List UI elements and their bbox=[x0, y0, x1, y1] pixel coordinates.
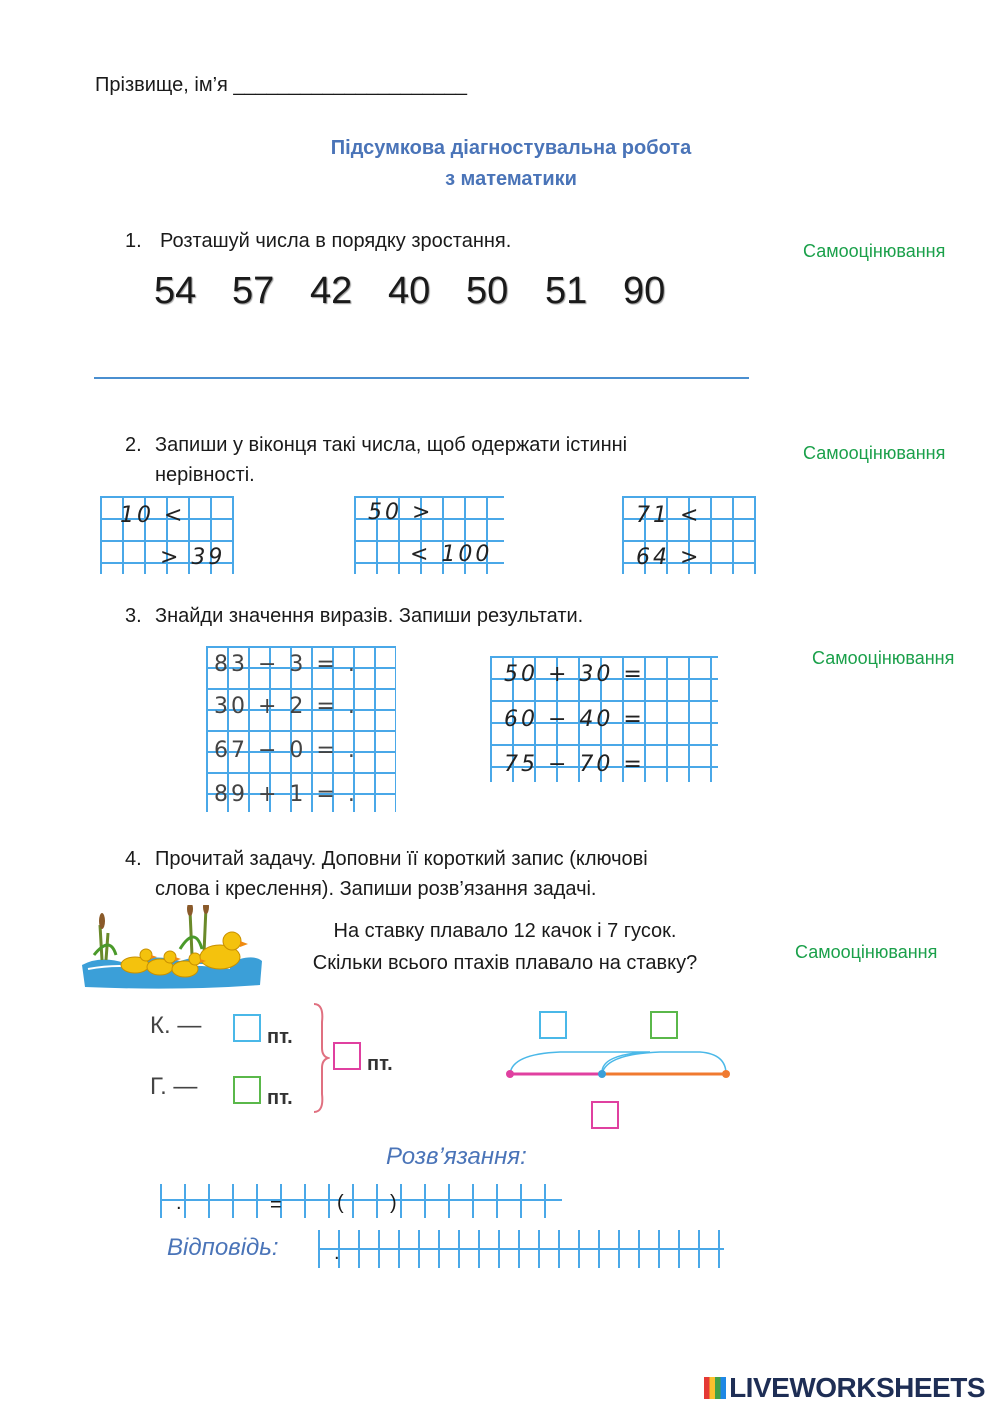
expressions-grid-left[interactable] bbox=[206, 646, 396, 812]
grid-text-bottom: > 39 bbox=[160, 545, 226, 570]
task-3-heading bbox=[125, 601, 725, 633]
diagram-box-ducks[interactable] bbox=[539, 1011, 567, 1039]
equals-sign: = bbox=[270, 1194, 282, 1216]
answer-label: Відповідь: bbox=[167, 1234, 279, 1261]
expression: 75 − 70 = bbox=[504, 752, 645, 777]
task-1-heading bbox=[125, 226, 725, 258]
problem-line-1: На ставку плавало 12 качок і 7 гусок. bbox=[333, 920, 677, 942]
grid-text-bottom: < 100 bbox=[410, 542, 493, 567]
curly-brace bbox=[310, 1002, 330, 1114]
number-item: 40 bbox=[388, 270, 431, 312]
task-text-line2: нерівності. bbox=[155, 464, 255, 486]
self-assessment-4: Самооцінювання bbox=[795, 942, 938, 962]
answer-grid[interactable] bbox=[318, 1230, 724, 1268]
liveworksheets-logo bbox=[704, 1372, 985, 1404]
answer-box-ducks[interactable] bbox=[233, 1014, 261, 1042]
self-assessment-2: Самооцінювання bbox=[803, 443, 946, 463]
task-text-line1: Прочитай задачу. Доповни її короткий запис (ключові bbox=[155, 848, 648, 870]
logo-text: LIVEWORKSHEETS bbox=[729, 1372, 985, 1403]
number-item: 50 bbox=[466, 270, 509, 312]
ducks-illustration bbox=[80, 905, 265, 990]
inequality-grid-2[interactable] bbox=[354, 496, 504, 574]
task-4-heading bbox=[125, 844, 765, 904]
expression: 67 − 0 = . bbox=[214, 738, 358, 763]
word-problem bbox=[270, 915, 740, 979]
self-assessment-1: Самооцінювання bbox=[803, 241, 946, 261]
task-1-numbers bbox=[0, 270, 760, 320]
diagram-box-geese[interactable] bbox=[650, 1011, 678, 1039]
task-2-heading bbox=[125, 430, 765, 490]
diagram-box-total[interactable] bbox=[591, 1101, 619, 1129]
task-text: Розташуй числа в порядку зростання. bbox=[160, 230, 512, 252]
segment-diagram bbox=[500, 1046, 740, 1096]
task-text-line1: Запиши у віконця такі числа, щоб одержати істинні bbox=[155, 434, 628, 456]
problem-line-2: Скільки всього птахів плавало на ставку? bbox=[312, 952, 698, 974]
expression: 30 + 2 = . bbox=[214, 694, 358, 719]
answer-box-geese[interactable] bbox=[233, 1076, 261, 1104]
logo-mark-icon bbox=[704, 1377, 726, 1399]
self-assessment-3: Самооцінювання bbox=[812, 648, 955, 668]
grid-text-top: 71 < bbox=[636, 503, 702, 528]
open-paren: ( bbox=[337, 1192, 344, 1214]
solution-grid[interactable] bbox=[160, 1184, 562, 1218]
task-number: 1. bbox=[125, 230, 142, 252]
number-item: 57 bbox=[232, 270, 275, 312]
number-item: 51 bbox=[545, 270, 588, 312]
grid-text-bottom: 64 > bbox=[636, 545, 702, 570]
task-number: 2. bbox=[125, 434, 142, 456]
answer-line[interactable] bbox=[94, 377, 749, 379]
answer-dot: . bbox=[334, 1242, 340, 1264]
page-subtitle: з математики bbox=[445, 168, 577, 190]
unit-label: пт. bbox=[367, 1053, 393, 1075]
close-paren: ) bbox=[390, 1192, 397, 1214]
name-field-label[interactable]: Прізвище, ім’я _____________________ bbox=[95, 74, 467, 96]
solution-dot: . bbox=[176, 1192, 182, 1214]
expression: 83 − 3 = . bbox=[214, 652, 358, 677]
solution-label: Розв’язання: bbox=[386, 1143, 527, 1170]
task-text-line2: слова і креслення). Запиши розв’язання задачі. bbox=[155, 878, 597, 900]
number-item: 90 bbox=[623, 270, 666, 312]
grid-text-top: 10 < bbox=[120, 503, 186, 528]
number-item: 42 bbox=[310, 270, 353, 312]
expressions-grid-right[interactable] bbox=[490, 656, 718, 782]
expression: 50 + 30 = bbox=[504, 662, 645, 687]
short-record-k: К. — bbox=[150, 1012, 202, 1039]
inequality-grid-3[interactable] bbox=[622, 496, 756, 574]
grid-text-top: 50 > bbox=[368, 500, 434, 525]
inequality-grid-1[interactable] bbox=[100, 496, 234, 574]
task-number: 3. bbox=[125, 605, 142, 627]
number-item: 54 bbox=[154, 270, 197, 312]
task-text: Знайди значення виразів. Запиши результати. bbox=[155, 605, 584, 627]
unit-label: пт. bbox=[267, 1087, 293, 1109]
unit-label: пт. bbox=[267, 1026, 293, 1048]
page-title: Підсумкова діагностувальна робота bbox=[330, 137, 692, 159]
task-number: 4. bbox=[125, 848, 142, 870]
expression: 89 + 1 = . bbox=[214, 782, 358, 807]
expression: 60 − 40 = bbox=[504, 707, 645, 732]
answer-box-total[interactable] bbox=[333, 1042, 361, 1070]
short-record-g: Г. — bbox=[150, 1073, 198, 1100]
